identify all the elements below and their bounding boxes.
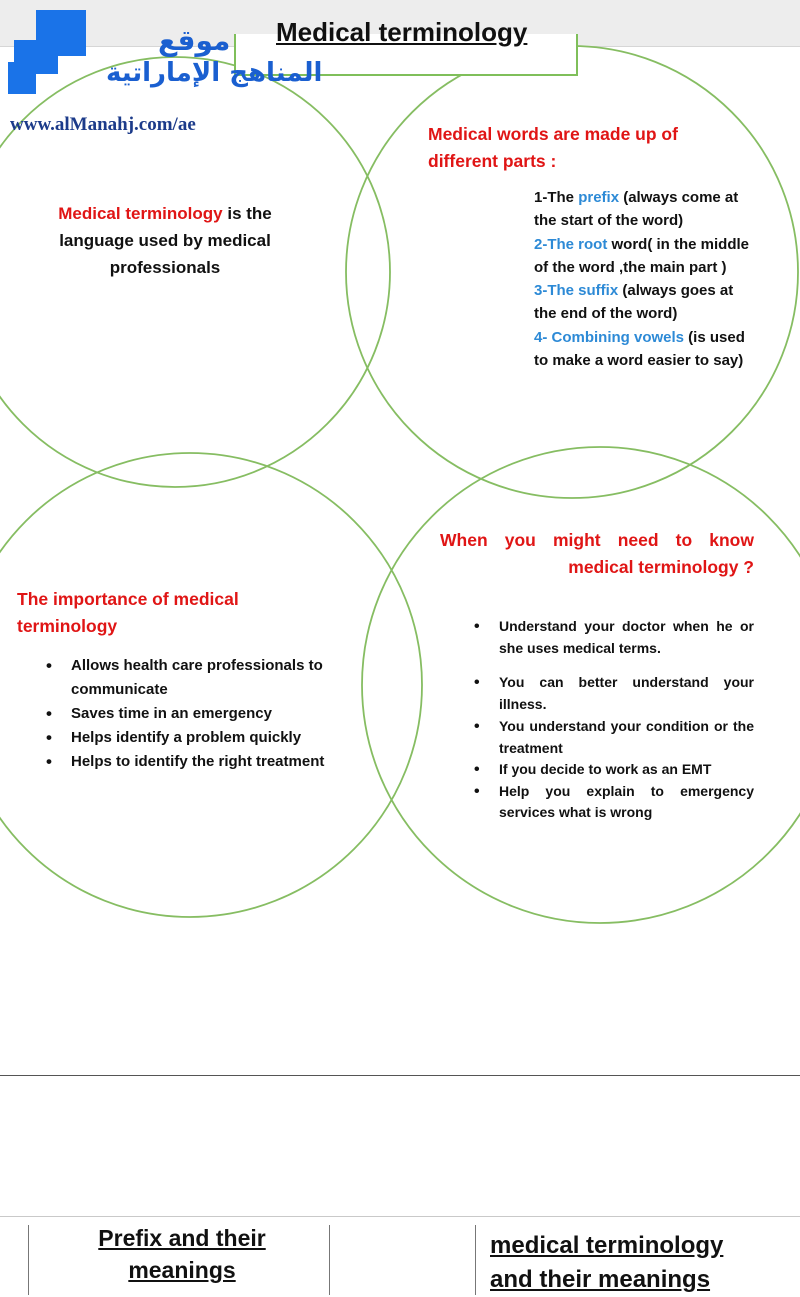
logo-arabic-line1: موقع xyxy=(158,24,231,57)
list-item: • You can better understand your illness. xyxy=(474,672,754,715)
when-list xyxy=(474,616,754,824)
logo-url[interactable]: www.alManahj.com/ae xyxy=(10,114,196,135)
part-item: 4- Combining vowels (is used to make a word easier to say) xyxy=(534,328,745,370)
list-item: • You understand your condition or the treatment xyxy=(474,716,754,759)
list-item: • Help you explain to emergency services what is wrong xyxy=(474,781,754,824)
logo-arabic-line2: المناهج الإماراتية xyxy=(106,58,323,88)
list-item: • Understand your doctor when he or she uses medical terms. xyxy=(474,616,754,659)
list-item: • Helps to identify the right treatment xyxy=(46,750,366,774)
definition-text xyxy=(40,200,290,281)
list-item: • Helps identify a problem quickly xyxy=(46,726,366,750)
list-item: • Allows health care professionals to communicate xyxy=(46,654,366,702)
parts-list xyxy=(534,186,754,372)
parts-heading: Medical words are made up of different parts : xyxy=(428,124,678,171)
list-item: • If you decide to work as an EMT xyxy=(474,759,754,781)
next-page-right-heading: medical terminology and their meanings xyxy=(490,1232,724,1293)
when-heading: When you might need to know medical terminology ? xyxy=(440,530,754,577)
part-item: 1-The prefix (always come at the start of the word) xyxy=(534,189,739,230)
list-item: • Saves time in an emergency xyxy=(46,702,366,726)
page-gap xyxy=(0,1076,800,1216)
next-page-preview xyxy=(0,1216,800,1293)
definition-body: is the language used by medical professionals xyxy=(59,204,272,277)
definition-term: Medical terminology xyxy=(58,204,223,223)
importance-heading: The importance of medical terminology xyxy=(17,589,239,636)
part-item: 3-The suffix (always goes at the end of the word) xyxy=(534,282,734,323)
site-logo[interactable] xyxy=(8,10,323,140)
page-title: Medical terminology xyxy=(276,17,528,47)
logo-square-icon xyxy=(8,62,36,94)
next-page-left-heading: Prefix and their meanings xyxy=(98,1225,266,1283)
importance-list xyxy=(46,654,366,774)
part-item: 2-The root word( in the middle of the word ,the main part ) xyxy=(534,235,750,276)
